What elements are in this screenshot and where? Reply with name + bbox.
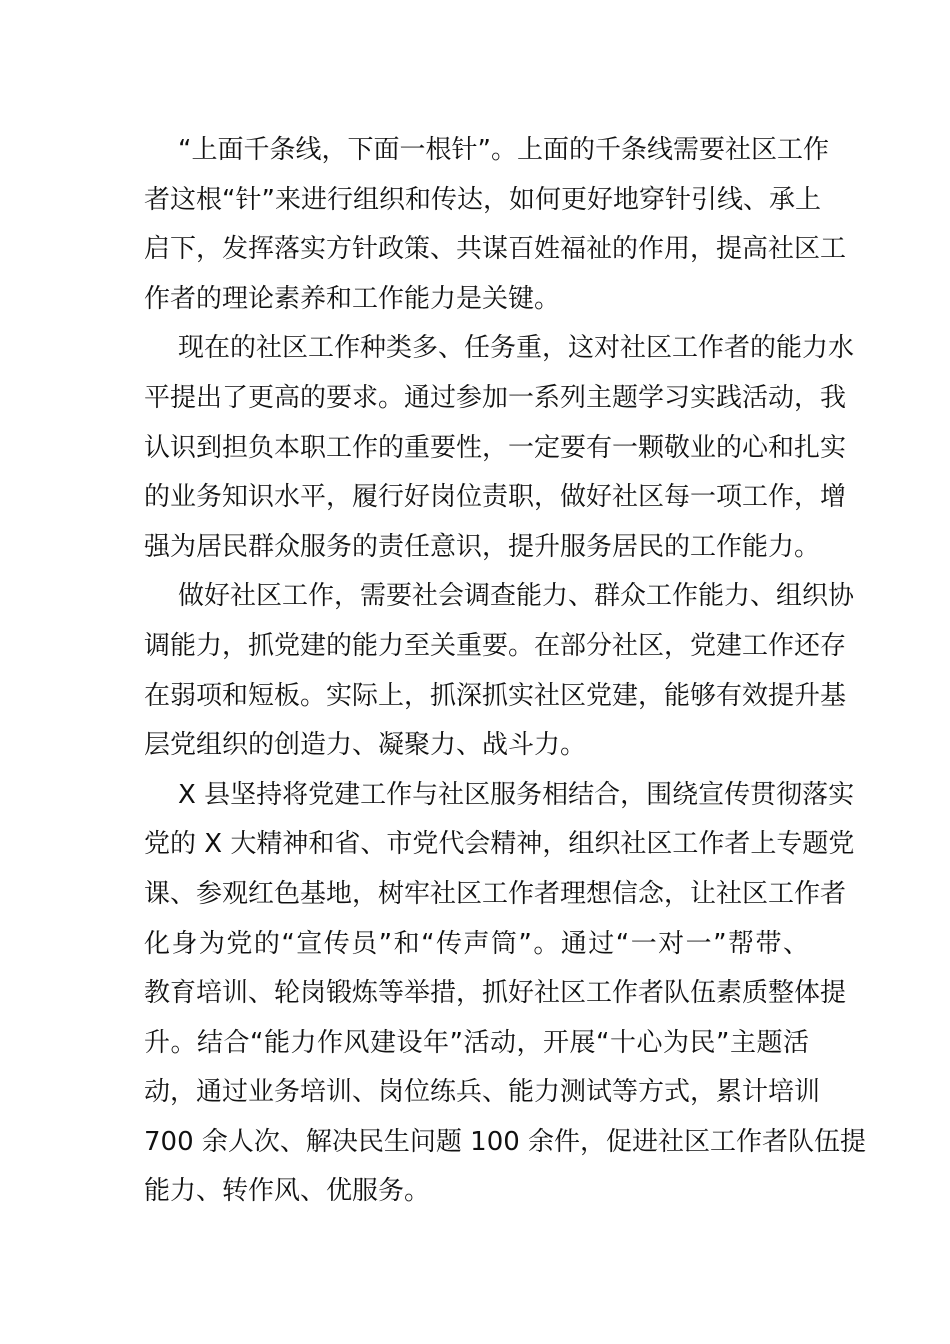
text-line: 强为居民群众服务的责任意识，提升服务居民的工作能力。: [144, 531, 821, 562]
paragraph-1: [144, 126, 847, 324]
paragraph-4: [144, 771, 867, 1217]
text-line: 动，通过业务培训、岗位练兵、能力测试等方式，累计培训: [144, 1077, 821, 1108]
text-line: 升。结合“能力作风建设年”活动，开展“十心为民”主题活: [144, 1027, 809, 1058]
text-line: 调能力，抓党建的能力至关重要。在部分社区，党建工作还存: [144, 630, 847, 661]
paragraph-3: [144, 572, 855, 770]
text-line: 者这根“针”来进行组织和传达，如何更好地穿针引线、承上: [144, 184, 821, 215]
text-line: 的业务知识水平，履行好岗位责职，做好社区每一项工作，增: [144, 482, 847, 513]
text-line: 教育培训、轮岗锻炼等举措，抓好社区工作者队伍素质整体提: [144, 978, 847, 1009]
text-line: 平提出了更高的要求。通过参加一系列主题学习实践活动，我: [144, 382, 847, 413]
text-line: 层党组织的创造力、凝聚力、战斗力。: [144, 730, 587, 761]
text-line: 现在的社区工作种类多、任务重，这对社区工作者的能力水: [178, 333, 855, 364]
text-line: 能力、转作风、优服务。: [144, 1176, 431, 1207]
text-line: 认识到担负本职工作的重要性，一定要有一颗敬业的心和扎实: [144, 432, 847, 463]
text-line: “上面千条线，下面一根针”。上面的千条线需要社区工作: [178, 135, 829, 165]
text-line: 党的 X 大精神和省、市党代会精神，组织社区工作者上专题党: [144, 829, 855, 860]
text-line: 700 余人次、解决民生问题 100 余件，促进社区工作者队伍提: [144, 1126, 867, 1157]
text-line: 化身为党的“宣传员”和“传声筒”。通过“一对一”帮带、: [144, 928, 809, 959]
text-line: 做好社区工作，需要社会调查能力、群众工作能力、组织协: [178, 581, 855, 612]
document-body: [144, 126, 867, 1217]
text-line: X 县坚持将党建工作与社区服务相结合，围绕宣传贯彻落实: [178, 779, 855, 810]
text-line: 启下，发挥落实方针政策、共谋百姓福祉的作用，提高社区工: [144, 234, 847, 265]
paragraph-2: [144, 324, 855, 572]
text-line: 课、参观红色基地，树牢社区工作者理想信念，让社区工作者: [144, 878, 847, 909]
text-line: 作者的理论素养和工作能力是关键。: [144, 283, 561, 314]
text-line: 在弱项和短板。实际上，抓深抓实社区党建，能够有效提升基: [144, 680, 847, 711]
